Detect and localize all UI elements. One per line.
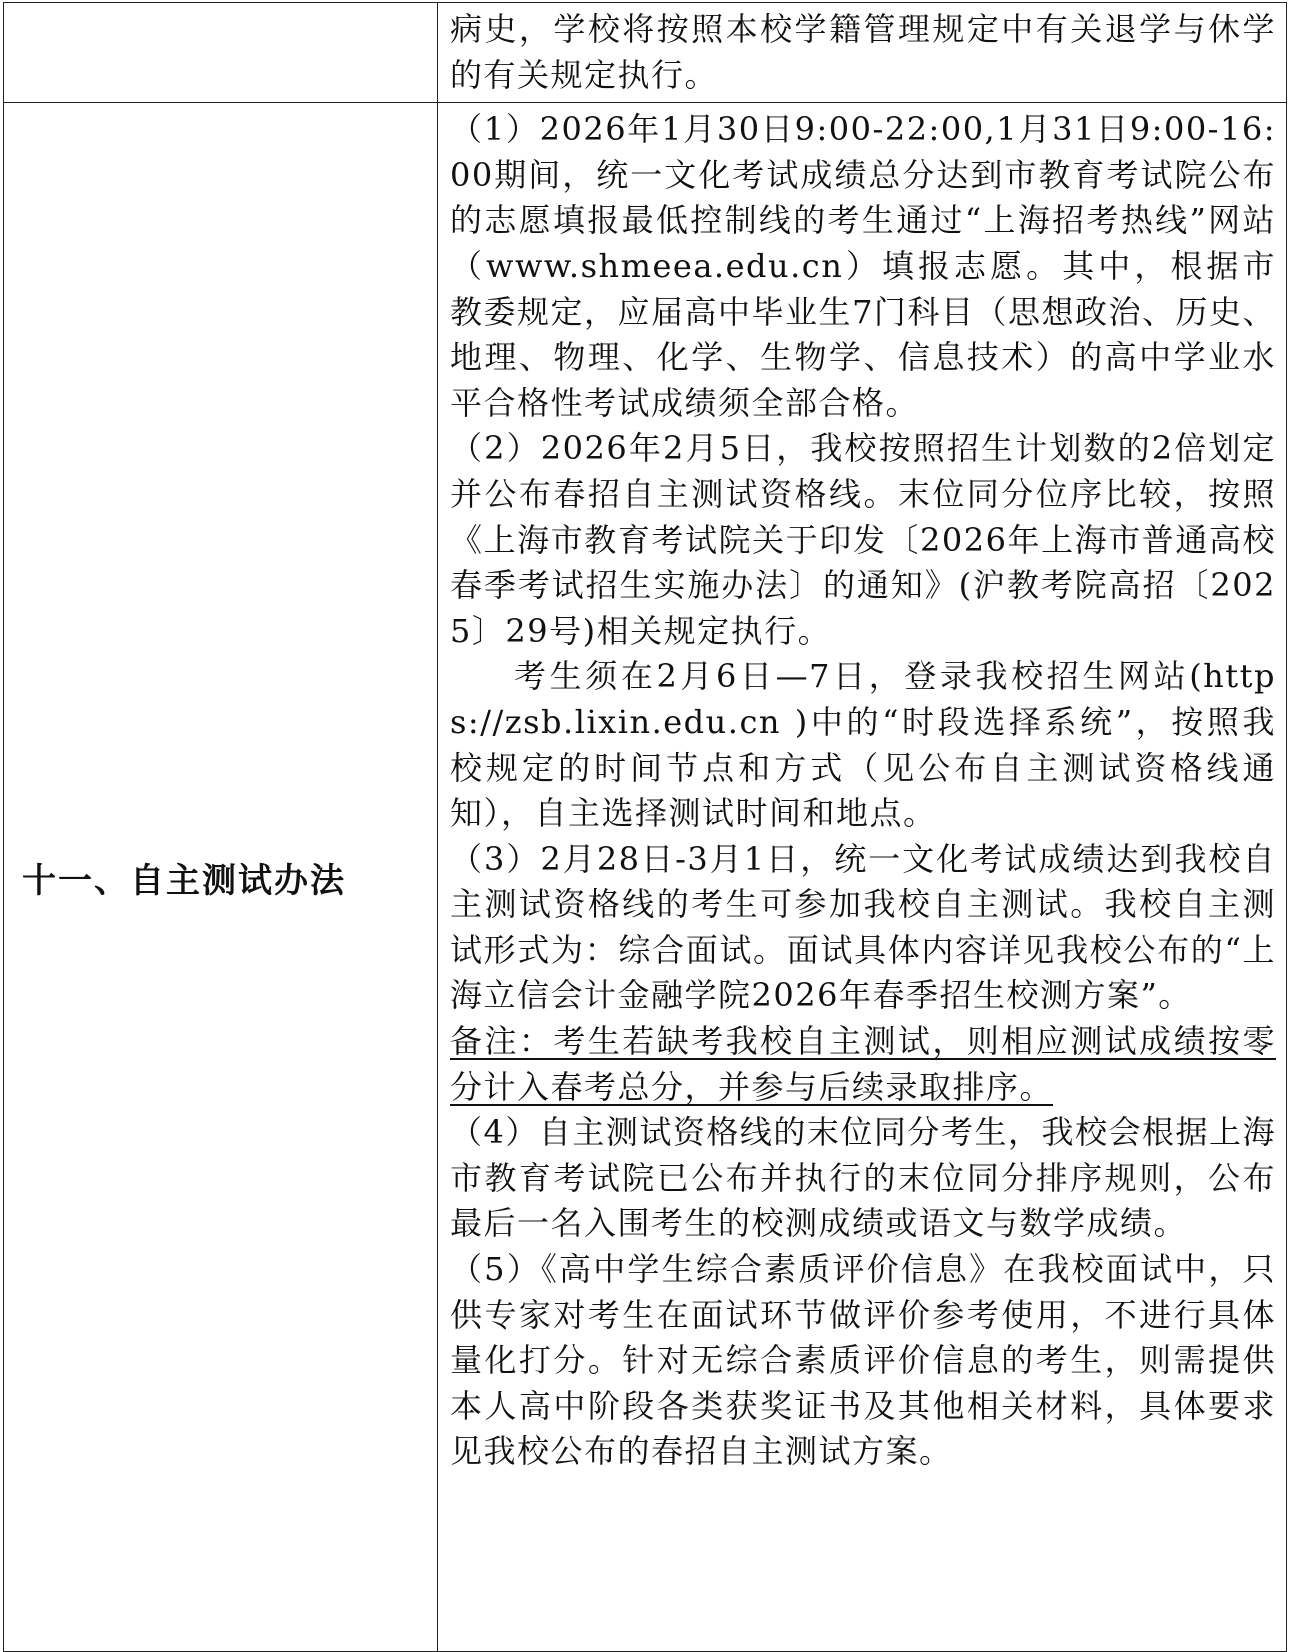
paragraph-item-2-registration: 考生须在2月6日—7日，登录我校招生网站(https://zsb.lixin.edu.cn )中的“时段选择系统”，按照我校规定的时间节点和方式（见公布自主测试资格线通知），自主选择测试时间和地点。: [450, 657, 1276, 833]
table-row: [4, 3, 1287, 103]
paragraph-item-5: （5）《高中学生综合素质评价信息》在我校面试中，只供专家对考生在面试环节做评价参考使用，不进行具体量化打分。针对无综合素质评价信息的考生，则需提供本人高中阶段各类获奖证书及其他相关材料，具体要求见我校公布的春招自主测试方案。: [450, 1250, 1276, 1471]
row-label-cell: [4, 3, 438, 103]
admission-rules-table: [3, 2, 1287, 1652]
row-content-cell: [438, 103, 1287, 1652]
paragraph-item-4: （4）自主测试资格线的末位同分考生，我校会根据上海市教育考试院已公布并执行的末位同分排序规则，公布最后一名入围考生的校测成绩或语文与数学成绩。: [450, 1113, 1276, 1243]
row-content-cell: [438, 3, 1287, 103]
paragraph-item-3: （3）2月28日-3月1日，统一文化考试成绩达到我校自主测试资格线的考生可参加我校自主测试。我校自主测试形式为：综合面试。面试具体内容详见我校公布的“上海立信会计金融学院2026年春季招生校测方案”。: [450, 839, 1276, 1015]
section-title: 十一、自主测试办法: [22, 860, 346, 901]
paragraph-item-1: （1）2026年1月30日9:00-22:00,1月31日9:00-16:00期间，统一文化考试成绩总分达到市教育考试院公布的志愿填报最低控制线的考生通过“上海招考热线”网站（www.shmeea.edu.cn）填报志愿。其中，根据市教委规定，应届高中毕业生7门科目（思想政治、历史、地理、物理、化学、生物学、信息技术）的高中学业水平合格性考试成绩须全部合格。: [450, 110, 1276, 422]
table-row: [4, 103, 1287, 1652]
paragraph-item-2: （2）2026年2月5日，我校按照招生计划数的2倍划定并公布春招自主测试资格线。末位同分位序比较，按照《上海市教育考试院关于印发〔2026年上海市普通高校春季考试招生实施办法〕的通知》(沪教考院高招〔2025〕29号)相关规定执行。: [450, 429, 1276, 650]
paragraph-note: 备注：考生若缺考我校自主测试，则相应测试成绩按零分计入春考总分，并参与后续录取排序。: [450, 1022, 1276, 1106]
paragraph-leave-rules: 病史，学校将按照本校学籍管理规定中有关退学与休学的有关规定执行。: [450, 10, 1276, 94]
row-label-cell: [4, 103, 438, 1652]
